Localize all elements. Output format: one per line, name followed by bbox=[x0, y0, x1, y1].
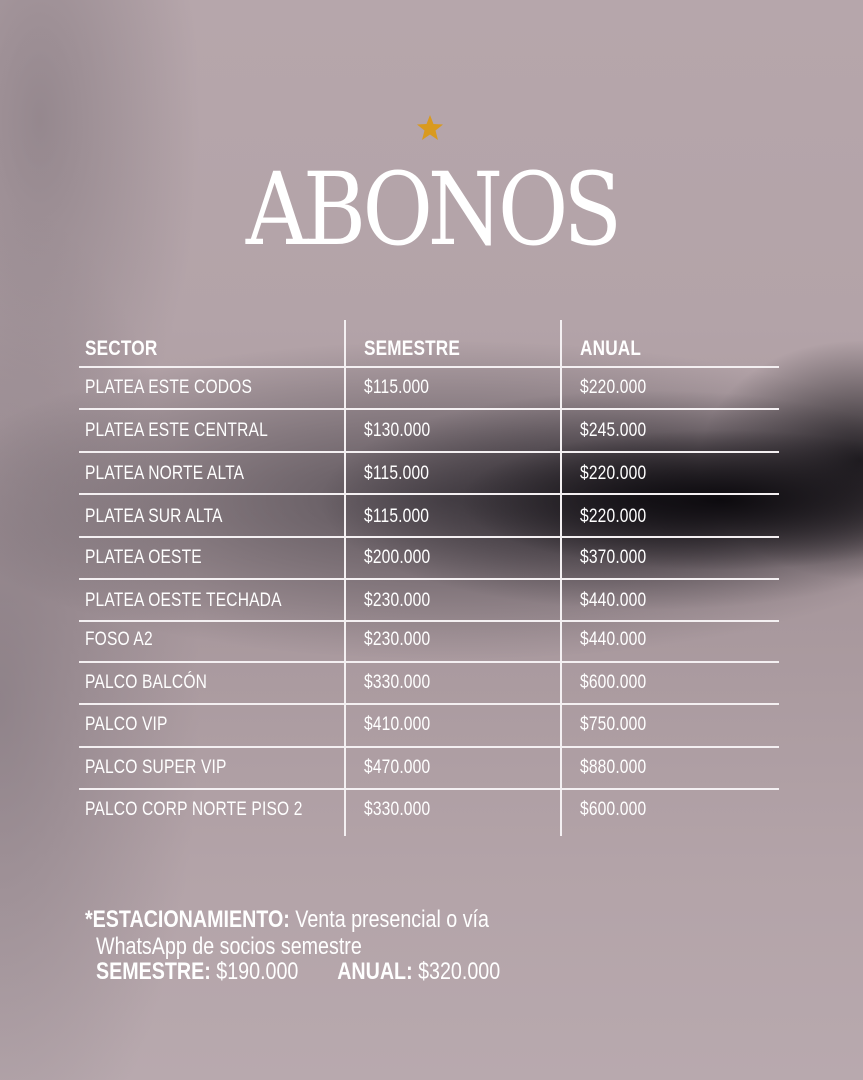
table-cell-semestre: $410.000 bbox=[364, 714, 431, 735]
table-cell-sector: PLATEA OESTE bbox=[85, 547, 202, 568]
table-cell-sector: PLATEA ESTE CENTRAL bbox=[85, 420, 268, 441]
star-icon bbox=[415, 113, 445, 143]
parking-text-2: WhatsApp de socios semestre bbox=[96, 933, 362, 960]
row-divider bbox=[79, 578, 779, 580]
table-cell-anual: $880.000 bbox=[580, 757, 647, 778]
table-cell-anual: $600.000 bbox=[580, 672, 647, 693]
table-cell-semestre: $115.000 bbox=[364, 506, 430, 527]
table-cell-sector: PLATEA ESTE CODOS bbox=[85, 377, 253, 398]
table-cell-semestre: $115.000 bbox=[364, 377, 430, 398]
row-divider bbox=[79, 408, 779, 410]
row-divider bbox=[79, 493, 779, 495]
row-divider bbox=[79, 788, 779, 790]
table-cell-semestre: $230.000 bbox=[364, 629, 431, 650]
table-cell-semestre: $130.000 bbox=[364, 420, 431, 441]
prices-table bbox=[79, 320, 779, 836]
parking-semestre-value: $190.000 bbox=[216, 958, 299, 985]
parking-anual-value: $320.000 bbox=[418, 958, 501, 985]
table-cell-sector: PLATEA SUR ALTA bbox=[85, 506, 223, 527]
table-cell-semestre: $330.000 bbox=[364, 672, 431, 693]
table-header-1: SEMESTRE bbox=[364, 337, 461, 360]
table-cell-anual: $220.000 bbox=[580, 506, 647, 527]
table-cell-semestre: $200.000 bbox=[364, 547, 431, 568]
table-cell-anual: $440.000 bbox=[580, 629, 647, 650]
parking-prices bbox=[96, 960, 500, 984]
table-cell-sector: PLATEA NORTE ALTA bbox=[85, 463, 245, 484]
parking-anual-label: ANUAL: bbox=[337, 958, 413, 985]
row-divider bbox=[79, 703, 779, 705]
parking-line-2 bbox=[96, 935, 362, 959]
table-cell-anual: $220.000 bbox=[580, 463, 647, 484]
parking-text-1: Venta presencial o vía bbox=[295, 906, 489, 933]
table-cell-sector: PALCO SUPER VIP bbox=[85, 757, 227, 778]
table-cell-anual: $440.000 bbox=[580, 590, 647, 611]
table-header-2: ANUAL bbox=[580, 337, 642, 360]
table-cell-anual: $600.000 bbox=[580, 799, 647, 820]
table-cell-semestre: $230.000 bbox=[364, 590, 431, 611]
table-cell-semestre: $470.000 bbox=[364, 757, 431, 778]
table-cell-semestre: $330.000 bbox=[364, 799, 431, 820]
row-divider bbox=[79, 661, 779, 663]
table-cell-anual: $750.000 bbox=[580, 714, 647, 735]
table-cell-sector: FOSO A2 bbox=[85, 629, 153, 650]
table-cell-sector: PALCO VIP bbox=[85, 714, 168, 735]
row-divider bbox=[79, 536, 779, 538]
row-divider bbox=[79, 366, 779, 368]
table-cell-sector: PALCO CORP NORTE PISO 2 bbox=[85, 799, 303, 820]
table-cell-anual: $370.000 bbox=[580, 547, 647, 568]
parking-label: *ESTACIONAMIENTO: bbox=[85, 906, 290, 933]
table-cell-sector: PLATEA OESTE TECHADA bbox=[85, 590, 282, 611]
table-cell-anual: $220.000 bbox=[580, 377, 647, 398]
parking-line-1 bbox=[85, 908, 489, 932]
row-divider bbox=[79, 746, 779, 748]
table-header-0: SECTOR bbox=[85, 337, 158, 360]
table-cell-semestre: $115.000 bbox=[364, 463, 430, 484]
table-cell-sector: PALCO BALCÓN bbox=[85, 672, 208, 693]
row-divider bbox=[79, 620, 779, 622]
parking-semestre-label: SEMESTRE: bbox=[96, 958, 211, 985]
table-cell-anual: $245.000 bbox=[580, 420, 647, 441]
row-divider bbox=[79, 451, 779, 453]
page-title: ABONOS bbox=[245, 151, 617, 268]
